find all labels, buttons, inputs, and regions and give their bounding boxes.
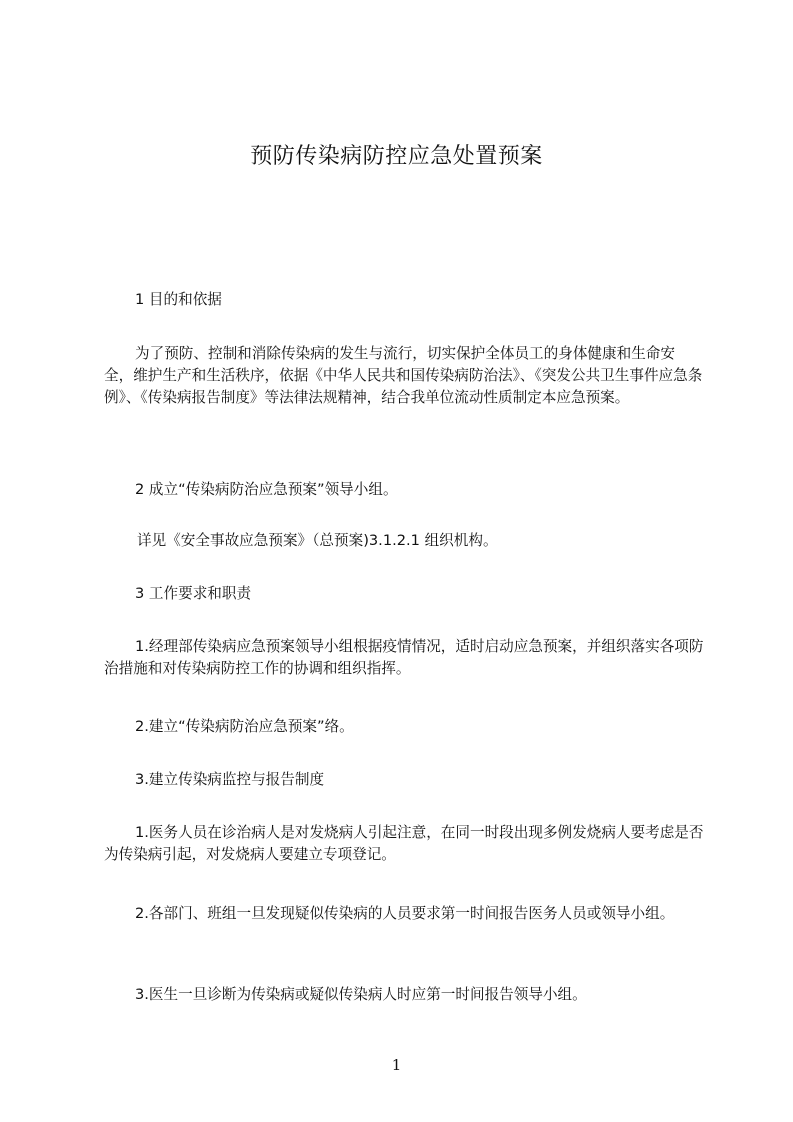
section-3-item-2: 2.建立“传染病防治应急预案”络。	[135, 718, 354, 735]
section-3-heading: 3 工作要求和职责	[135, 585, 252, 602]
section-3-sub-item-2: 2.各部门、班组一旦发现疑似传染病的人员要求第一时间报告医务人员或领导小组。	[135, 905, 675, 922]
section-3-item-1: 1.经理部传染病应急预案领导小组根据疫情情况，适时启动应急预案，并组织落实各项防治措施和对传染病防控工作的协调和组织指挥。	[104, 638, 704, 677]
section-3-sub-item-1: 1.医务人员在诊治病人是对发烧病人引起注意，在同一时段出现多例发烧病人要考虑是否为传染病引起，对发烧病人要建立专项登记。	[104, 824, 704, 863]
section-2-body: 详见《安全事故应急预案》（总预案)3.1.2.1 组织机构。	[137, 532, 498, 549]
document-title: 预防传染病防控应急处置预案	[250, 144, 543, 169]
section-3-item-3: 3.建立传染病监控与报告制度	[135, 771, 325, 788]
page-number: 1	[391, 1056, 402, 1074]
section-2-heading: 2 成立“传染病防治应急预案”领导小组。	[135, 481, 398, 498]
section-1-body: 为了预防、控制和消除传染病的发生与流行，切实保护全体员工的身体健康和生命安全，维护生产和生活秩序，依据《中华人民共和国传染病防治法》、《突发公共卫生事件应急条例》、《传染病报告制度》等法律法规精神，结合我单位流动性质制定本应急预案。	[104, 345, 703, 406]
section-3-sub-item-3: 3.医生一旦诊断为传染病或疑似传染病人时应第一时间报告领导小组。	[135, 986, 587, 1003]
section-1-heading: 1 目的和依据	[135, 291, 222, 308]
